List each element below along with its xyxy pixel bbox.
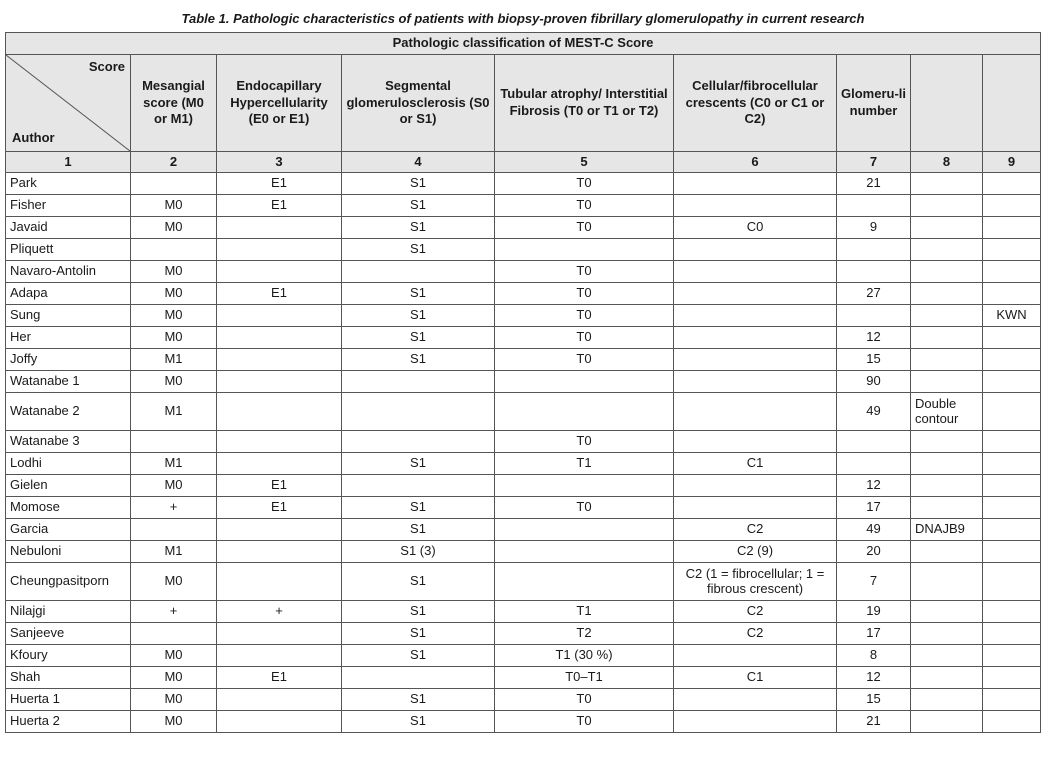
cell-endocapillary: + xyxy=(217,601,342,623)
cell-segmental: S1 xyxy=(342,349,495,371)
cell-tubular: T0 xyxy=(495,195,674,217)
cell-author: Pliquett xyxy=(6,239,131,261)
cell-endocapillary xyxy=(217,519,342,541)
cell-mesangial: M1 xyxy=(131,349,217,371)
cell-author: Joffy xyxy=(6,349,131,371)
cell-crescents xyxy=(674,371,837,393)
cell-mesangial: M0 xyxy=(131,667,217,689)
cell-col-9 xyxy=(983,711,1041,733)
corner-author-label: Author xyxy=(12,130,55,146)
cell-col-8 xyxy=(911,563,983,601)
cell-col-8 xyxy=(911,305,983,327)
cell-author: Sanjeeve xyxy=(6,623,131,645)
cell-tubular xyxy=(495,541,674,563)
cell-tubular: T1 xyxy=(495,453,674,475)
cell-col-9 xyxy=(983,239,1041,261)
cell-col-9 xyxy=(983,217,1041,239)
cell-mesangial: M0 xyxy=(131,305,217,327)
cell-segmental: S1 xyxy=(342,173,495,195)
cell-author: Park xyxy=(6,173,131,195)
header-endocapillary: Endocapillary Hypercellularity (E0 or E1) xyxy=(217,55,342,152)
column-number: 2 xyxy=(131,152,217,173)
cell-glomeruli: 12 xyxy=(837,475,911,497)
cell-mesangial: M0 xyxy=(131,261,217,283)
cell-glomeruli: 49 xyxy=(837,393,911,431)
cell-crescents xyxy=(674,239,837,261)
cell-tubular: T0 xyxy=(495,349,674,371)
header-glomeruli: Glomeru-li number xyxy=(837,55,911,152)
cell-mesangial: M0 xyxy=(131,711,217,733)
cell-mesangial: M0 xyxy=(131,563,217,601)
cell-endocapillary xyxy=(217,239,342,261)
table-row xyxy=(6,327,1041,349)
column-number: 4 xyxy=(342,152,495,173)
cell-tubular: T1 (30 %) xyxy=(495,645,674,667)
cell-segmental: S1 xyxy=(342,327,495,349)
cell-crescents xyxy=(674,327,837,349)
cell-glomeruli: 21 xyxy=(837,711,911,733)
table-row xyxy=(6,519,1041,541)
cell-author: Gielen xyxy=(6,475,131,497)
header-tubular: Tubular atrophy/ Interstitial Fibrosis (T0 or T1 or T2) xyxy=(495,55,674,152)
cell-col-8 xyxy=(911,217,983,239)
cell-col-9 xyxy=(983,601,1041,623)
cell-tubular xyxy=(495,519,674,541)
cell-crescents: C1 xyxy=(674,667,837,689)
cell-glomeruli xyxy=(837,261,911,283)
cell-col-8 xyxy=(911,623,983,645)
cell-tubular: T2 xyxy=(495,623,674,645)
cell-col-9 xyxy=(983,261,1041,283)
table-row xyxy=(6,711,1041,733)
cell-col-8 xyxy=(911,601,983,623)
cell-segmental xyxy=(342,393,495,431)
table-row xyxy=(6,173,1041,195)
band-title: Pathologic classification of MEST-C Score xyxy=(6,33,1041,55)
cell-col-9 xyxy=(983,195,1041,217)
cell-tubular: T0 xyxy=(495,305,674,327)
table-row xyxy=(6,239,1041,261)
table-row xyxy=(6,601,1041,623)
cell-glomeruli: 21 xyxy=(837,173,911,195)
cell-mesangial xyxy=(131,173,217,195)
cell-segmental: S1 xyxy=(342,497,495,519)
cell-endocapillary xyxy=(217,453,342,475)
cell-col-8 xyxy=(911,173,983,195)
cell-segmental: S1 xyxy=(342,305,495,327)
table-row xyxy=(6,563,1041,601)
cell-author: Momose xyxy=(6,497,131,519)
cell-col-9 xyxy=(983,667,1041,689)
column-number: 8 xyxy=(911,152,983,173)
cell-tubular: T1 xyxy=(495,601,674,623)
cell-crescents xyxy=(674,431,837,453)
cell-author: Huerta 1 xyxy=(6,689,131,711)
table-row xyxy=(6,261,1041,283)
cell-col-8 xyxy=(911,431,983,453)
cell-segmental: S1 xyxy=(342,195,495,217)
cell-author: Fisher xyxy=(6,195,131,217)
table-row xyxy=(6,305,1041,327)
cell-endocapillary: E1 xyxy=(217,283,342,305)
cell-col-9 xyxy=(983,541,1041,563)
cell-endocapillary xyxy=(217,645,342,667)
cell-mesangial: + xyxy=(131,497,217,519)
cell-glomeruli xyxy=(837,431,911,453)
cell-endocapillary: E1 xyxy=(217,195,342,217)
cell-col-9 xyxy=(983,689,1041,711)
cell-crescents: C2 xyxy=(674,601,837,623)
cell-crescents xyxy=(674,283,837,305)
cell-author: Her xyxy=(6,327,131,349)
cell-col-8 xyxy=(911,239,983,261)
table-row xyxy=(6,497,1041,519)
cell-segmental xyxy=(342,261,495,283)
cell-crescents xyxy=(674,195,837,217)
cell-col-8 xyxy=(911,371,983,393)
cell-tubular: T0 xyxy=(495,497,674,519)
mest-c-table xyxy=(5,32,1041,733)
cell-glomeruli: 49 xyxy=(837,519,911,541)
corner-score-label: Score xyxy=(88,59,125,74)
column-number: 3 xyxy=(217,152,342,173)
cell-mesangial: M0 xyxy=(131,327,217,349)
table-row xyxy=(6,393,1041,431)
cell-author: Adapa xyxy=(6,283,131,305)
cell-tubular: T0 xyxy=(495,173,674,195)
table-row xyxy=(6,349,1041,371)
table-row xyxy=(6,217,1041,239)
cell-crescents: C2 (1 = fibrocellular; 1 = fibrous crescent) xyxy=(674,563,837,601)
cell-col-9 xyxy=(983,563,1041,601)
cell-mesangial: M0 xyxy=(131,283,217,305)
cell-segmental: S1 xyxy=(342,519,495,541)
cell-tubular xyxy=(495,239,674,261)
cell-author: Watanabe 2 xyxy=(6,393,131,431)
cell-glomeruli: 20 xyxy=(837,541,911,563)
cell-segmental: S1 xyxy=(342,689,495,711)
cell-glomeruli: 90 xyxy=(837,371,911,393)
cell-segmental: S1 xyxy=(342,711,495,733)
cell-endocapillary xyxy=(217,689,342,711)
cell-crescents xyxy=(674,497,837,519)
header-band-row xyxy=(6,33,1041,55)
header-col-8 xyxy=(911,55,983,152)
cell-col-8 xyxy=(911,195,983,217)
cell-glomeruli: 17 xyxy=(837,497,911,519)
cell-crescents xyxy=(674,173,837,195)
cell-glomeruli xyxy=(837,305,911,327)
cell-col-9 xyxy=(983,327,1041,349)
cell-glomeruli: 17 xyxy=(837,623,911,645)
table-row xyxy=(6,453,1041,475)
cell-endocapillary xyxy=(217,217,342,239)
cell-col-8 xyxy=(911,283,983,305)
cell-col-9 xyxy=(983,475,1041,497)
table-row xyxy=(6,431,1041,453)
cell-endocapillary xyxy=(217,711,342,733)
cell-col-8 xyxy=(911,645,983,667)
cell-crescents xyxy=(674,645,837,667)
cell-author: Nilajgi xyxy=(6,601,131,623)
cell-author: Nebuloni xyxy=(6,541,131,563)
cell-tubular: T0 xyxy=(495,327,674,349)
cell-mesangial: M0 xyxy=(131,689,217,711)
cell-author: Navaro-Antolin xyxy=(6,261,131,283)
cell-glomeruli xyxy=(837,195,911,217)
cell-col-8 xyxy=(911,453,983,475)
column-number: 5 xyxy=(495,152,674,173)
cell-segmental: S1 xyxy=(342,601,495,623)
cell-endocapillary: E1 xyxy=(217,497,342,519)
cell-col-8 xyxy=(911,541,983,563)
cell-glomeruli xyxy=(837,453,911,475)
cell-glomeruli: 12 xyxy=(837,667,911,689)
cell-endocapillary: E1 xyxy=(217,173,342,195)
cell-mesangial: M0 xyxy=(131,217,217,239)
cell-mesangial: + xyxy=(131,601,217,623)
cell-author: Cheungpasitporn xyxy=(6,563,131,601)
cell-author: Watanabe 1 xyxy=(6,371,131,393)
header-segmental: Segmental glomerulosclerosis (S0 or S1) xyxy=(342,55,495,152)
cell-glomeruli: 12 xyxy=(837,327,911,349)
header-mesangial: Mesangial score (M0 or M1) xyxy=(131,55,217,152)
cell-author: Garcia xyxy=(6,519,131,541)
column-header-row xyxy=(6,55,1041,152)
cell-tubular xyxy=(495,393,674,431)
column-number: 1 xyxy=(6,152,131,173)
cell-endocapillary xyxy=(217,431,342,453)
cell-author: Sung xyxy=(6,305,131,327)
cell-crescents xyxy=(674,305,837,327)
cell-crescents xyxy=(674,261,837,283)
header-col-9 xyxy=(983,55,1041,152)
cell-segmental: S1 xyxy=(342,283,495,305)
header-crescents: Cellular/fibrocellular crescents (C0 or C1 or C2) xyxy=(674,55,837,152)
cell-col-8 xyxy=(911,711,983,733)
cell-tubular xyxy=(495,563,674,601)
cell-col-9 xyxy=(983,519,1041,541)
cell-segmental: S1 xyxy=(342,645,495,667)
cell-endocapillary xyxy=(217,305,342,327)
cell-col-9 xyxy=(983,623,1041,645)
cell-author: Huerta 2 xyxy=(6,711,131,733)
cell-col-9 xyxy=(983,497,1041,519)
cell-col-8 xyxy=(911,475,983,497)
cell-col-9: KWN xyxy=(983,305,1041,327)
cell-segmental xyxy=(342,371,495,393)
cell-endocapillary xyxy=(217,349,342,371)
cell-crescents: C1 xyxy=(674,453,837,475)
cell-crescents xyxy=(674,711,837,733)
cell-endocapillary: E1 xyxy=(217,667,342,689)
column-number: 6 xyxy=(674,152,837,173)
cell-mesangial: M1 xyxy=(131,453,217,475)
cell-glomeruli: 15 xyxy=(837,349,911,371)
cell-mesangial xyxy=(131,519,217,541)
cell-segmental: S1 xyxy=(342,217,495,239)
cell-endocapillary xyxy=(217,261,342,283)
cell-segmental: S1 xyxy=(342,563,495,601)
cell-endocapillary xyxy=(217,371,342,393)
cell-glomeruli: 8 xyxy=(837,645,911,667)
cell-tubular: T0 xyxy=(495,261,674,283)
cell-mesangial: M0 xyxy=(131,475,217,497)
cell-tubular: T0 xyxy=(495,711,674,733)
cell-segmental xyxy=(342,431,495,453)
cell-author: Watanabe 3 xyxy=(6,431,131,453)
table-row xyxy=(6,689,1041,711)
cell-tubular xyxy=(495,371,674,393)
cell-crescents xyxy=(674,393,837,431)
cell-crescents: C0 xyxy=(674,217,837,239)
cell-segmental: S1 xyxy=(342,623,495,645)
cell-col-9 xyxy=(983,453,1041,475)
cell-tubular: T0 xyxy=(495,431,674,453)
table-caption: Table 1. Pathologic characteristics of patients with biopsy-proven fibrillary glomerulopathy in current research xyxy=(181,11,865,26)
table-row xyxy=(6,283,1041,305)
cell-col-8 xyxy=(911,261,983,283)
cell-author: Kfoury xyxy=(6,645,131,667)
cell-endocapillary xyxy=(217,563,342,601)
cell-endocapillary xyxy=(217,327,342,349)
cell-mesangial: M0 xyxy=(131,195,217,217)
cell-crescents xyxy=(674,475,837,497)
table-row xyxy=(6,195,1041,217)
cell-glomeruli: 9 xyxy=(837,217,911,239)
cell-col-9 xyxy=(983,349,1041,371)
cell-mesangial xyxy=(131,239,217,261)
cell-tubular: T0 xyxy=(495,283,674,305)
cell-tubular xyxy=(495,475,674,497)
cell-col-8 xyxy=(911,497,983,519)
cell-mesangial xyxy=(131,623,217,645)
cell-tubular: T0–T1 xyxy=(495,667,674,689)
cell-col-9 xyxy=(983,173,1041,195)
cell-author: Shah xyxy=(6,667,131,689)
cell-col-9 xyxy=(983,283,1041,305)
table-row xyxy=(6,371,1041,393)
cell-tubular: T0 xyxy=(495,217,674,239)
cell-col-9 xyxy=(983,645,1041,667)
cell-segmental xyxy=(342,667,495,689)
cell-crescents xyxy=(674,349,837,371)
table-row xyxy=(6,645,1041,667)
cell-author: Javaid xyxy=(6,217,131,239)
cell-crescents: C2 xyxy=(674,623,837,645)
cell-mesangial: M0 xyxy=(131,645,217,667)
cell-segmental: S1 (3) xyxy=(342,541,495,563)
cell-col-8 xyxy=(911,327,983,349)
table-row xyxy=(6,667,1041,689)
cell-col-9 xyxy=(983,393,1041,431)
cell-col-8 xyxy=(911,349,983,371)
cell-mesangial xyxy=(131,431,217,453)
cell-glomeruli: 27 xyxy=(837,283,911,305)
cell-endocapillary: E1 xyxy=(217,475,342,497)
cell-col-9 xyxy=(983,431,1041,453)
cell-segmental: S1 xyxy=(342,239,495,261)
column-number: 9 xyxy=(983,152,1041,173)
cell-tubular: T0 xyxy=(495,689,674,711)
cell-mesangial: M1 xyxy=(131,393,217,431)
column-number: 7 xyxy=(837,152,911,173)
cell-crescents: C2 (9) xyxy=(674,541,837,563)
cell-col-8 xyxy=(911,667,983,689)
cell-col-8: Double contour xyxy=(911,393,983,431)
cell-mesangial: M0 xyxy=(131,371,217,393)
column-number-row xyxy=(6,152,1041,173)
cell-segmental xyxy=(342,475,495,497)
cell-glomeruli: 19 xyxy=(837,601,911,623)
cell-mesangial: M1 xyxy=(131,541,217,563)
corner-header-cell xyxy=(6,55,131,152)
cell-glomeruli xyxy=(837,239,911,261)
table-row xyxy=(6,475,1041,497)
cell-endocapillary xyxy=(217,541,342,563)
cell-crescents xyxy=(674,689,837,711)
table-row xyxy=(6,623,1041,645)
table-row xyxy=(6,541,1041,563)
cell-col-8 xyxy=(911,689,983,711)
cell-segmental: S1 xyxy=(342,453,495,475)
cell-endocapillary xyxy=(217,623,342,645)
cell-author: Lodhi xyxy=(6,453,131,475)
cell-endocapillary xyxy=(217,393,342,431)
cell-glomeruli: 7 xyxy=(837,563,911,601)
cell-col-9 xyxy=(983,371,1041,393)
cell-col-8: DNAJB9 xyxy=(911,519,983,541)
cell-glomeruli: 15 xyxy=(837,689,911,711)
cell-crescents: C2 xyxy=(674,519,837,541)
